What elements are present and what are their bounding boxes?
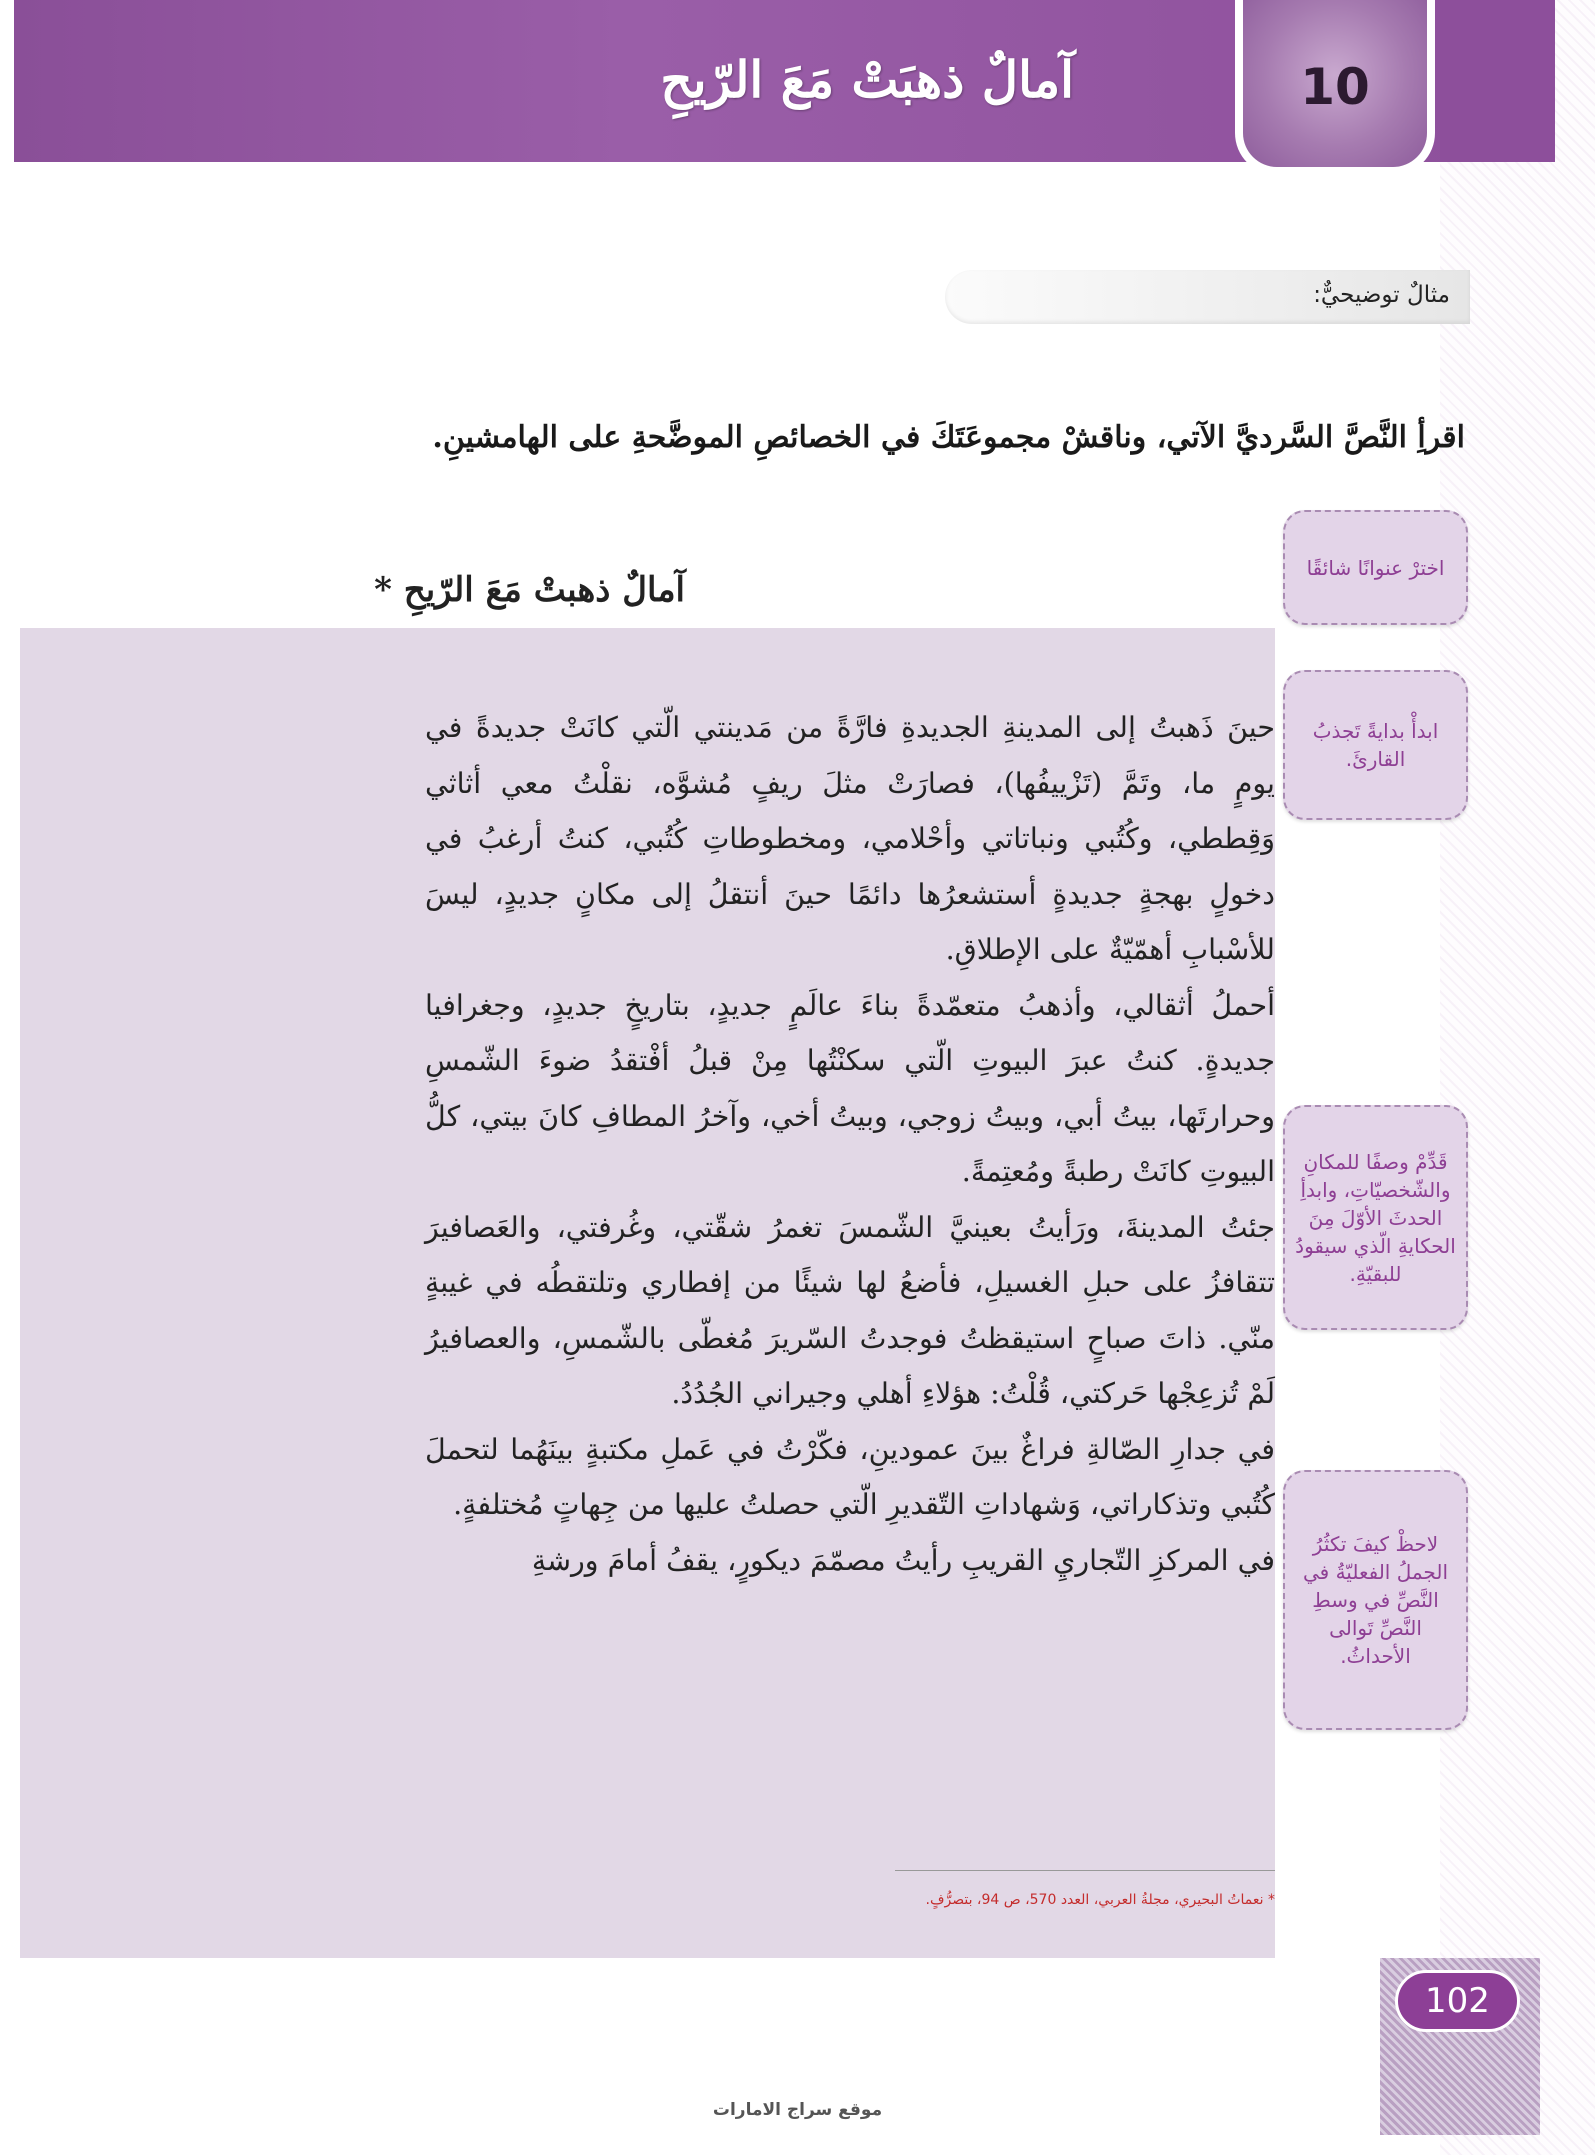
margin-note-text: قَدِّمْ وصفًا للمكانِ والشّخصيّاتِ، وابدأِ الحدثَ الأوّلَ مِنَ الحكايةِ الّذي سيقودُ للبقيّةِ. xyxy=(1295,1149,1456,1286)
chapter-number: 10 xyxy=(1300,58,1370,116)
story-paragraph: حينَ ذَهبتُ إلى المدينةِ الجديدةِ فارَّةً من مَدينتي الّتي كانَتْ جديدةً في يومٍ ما، وتَمَّ (تَزْييفُها)، فصارَتْ مثلَ ريفٍ مُشوَّه، نقلْتُ معي أثاثي وَقِططي، وكُتُبي ونباتاتي وأحْلامي، ومخطوطاتِ كُتُبي، كنتُ أرغبُ في دخولٍ بهجةٍ جديدةٍ أستشعرُها دائمًا حينَ أنتقلُ إلى مكانٍ جديدٍ، ليسَ للأسْبابِ أهمّيّةٌ على الإطلاقِ. xyxy=(425,711,1275,966)
page-number: 102 xyxy=(1395,1970,1520,2032)
margin-note-text: لاحظْ كيفَ تكثُرُ الجملُ الفعليّةُ في النَّصِّ في وسطِ النَّصِّ تَوالى الأحداثُ. xyxy=(1302,1532,1448,1668)
footnote-divider xyxy=(895,1870,1275,1871)
margin-note-title xyxy=(1283,510,1468,625)
example-label: مثالٌ توضيحيٌّ: xyxy=(1313,282,1450,308)
margin-note-text: ابدأْ بدايةً تَجذبُ القارئَ. xyxy=(1312,719,1439,771)
margin-note-verbal-sentences xyxy=(1283,1470,1468,1730)
margin-note-text: اخترْ عنوانًا شائقًا xyxy=(1306,555,1445,580)
header-edge xyxy=(1440,0,1555,162)
story-paragraph: في المركزِ التّجاريِ القريبِ رأيتُ مصمّمَ ديكورٍ، يقفُ أمامَ ورشةِ xyxy=(531,1543,1275,1577)
site-footer: موقع سراج الامارات xyxy=(712,2100,883,2120)
chapter-number-box xyxy=(1235,0,1435,175)
story-title: آمالٌ ذهبتْ مَعَ الرّيحِ * xyxy=(374,570,685,610)
margin-note-opening xyxy=(1283,670,1468,820)
story-body xyxy=(425,700,1275,1588)
margin-note-description xyxy=(1283,1105,1468,1330)
story-paragraph: في جدارِ الصّالةِ فراغٌ بينَ عمودينِ، فكّرْتُ في عَملِ مكتبةٍ بينَهُما لتحملَ كُتُبي وتذكاراتي، وَشهاداتِ التّقديرِ الّتي حصلتُ عليها من جِهاتٍ مُختلفةٍ. xyxy=(425,1432,1275,1521)
footnote: * نعماتُ البحيري، مجلةُ العربي، العدد 570، ص 94، بتصرُّفٍ. xyxy=(925,1892,1275,1908)
story-paragraph: أحملُ أثقالي، وأذهبُ متعمّدةً بناءَ عالَمٍ جديدٍ، بتاريخٍ جديدٍ، وجغرافيا جديدةٍ. كنتُ عبرَ البيوتِ الّتي سكنْتُها مِنْ قبلُ أفْتقدُ ضوءَ الشّمسِ وحرارتَها، بيتُ أبي، وبيتُ زوجي، وبيتُ أخي، وآخرُ المطافِ كانَ بيتي، كلُّ البيوتِ كانَتْ رطبةً ومُعتِمةً. xyxy=(425,988,1275,1188)
instruction-text: اقرأِ النَّصَّ السَّرديَّ الآتي، وناقشْ مجموعَتَكَ في الخصائصِ الموضَّحةِ على الهامشينِ. xyxy=(432,420,1465,455)
example-label-pill xyxy=(945,270,1470,324)
chapter-title: آمالٌ ذهبَتْ مَعَ الرّيحِ xyxy=(660,50,1074,109)
story-paragraph: جئتُ المدينةَ، ورَأيتُ بعينيَّ الشّمسَ تغمرُ شقّتي، وغُرفتي، والعَصافيرَ تتقافزُ على حبلِ الغسيلِ، فأضعُ لها شيئًا من إفطاري وتلتقطُه في غيبةٍ منّي. ذاتَ صباحٍ استيقظتُ فوجدتُ السّريرَ مُغطّى بالشّمسِ، والعصافيرُ لَمْ تُزعِجْها حَركتي، قُلْتُ: هؤلاءِ أهلي وجيراني الجُدُدُ. xyxy=(425,1210,1275,1410)
